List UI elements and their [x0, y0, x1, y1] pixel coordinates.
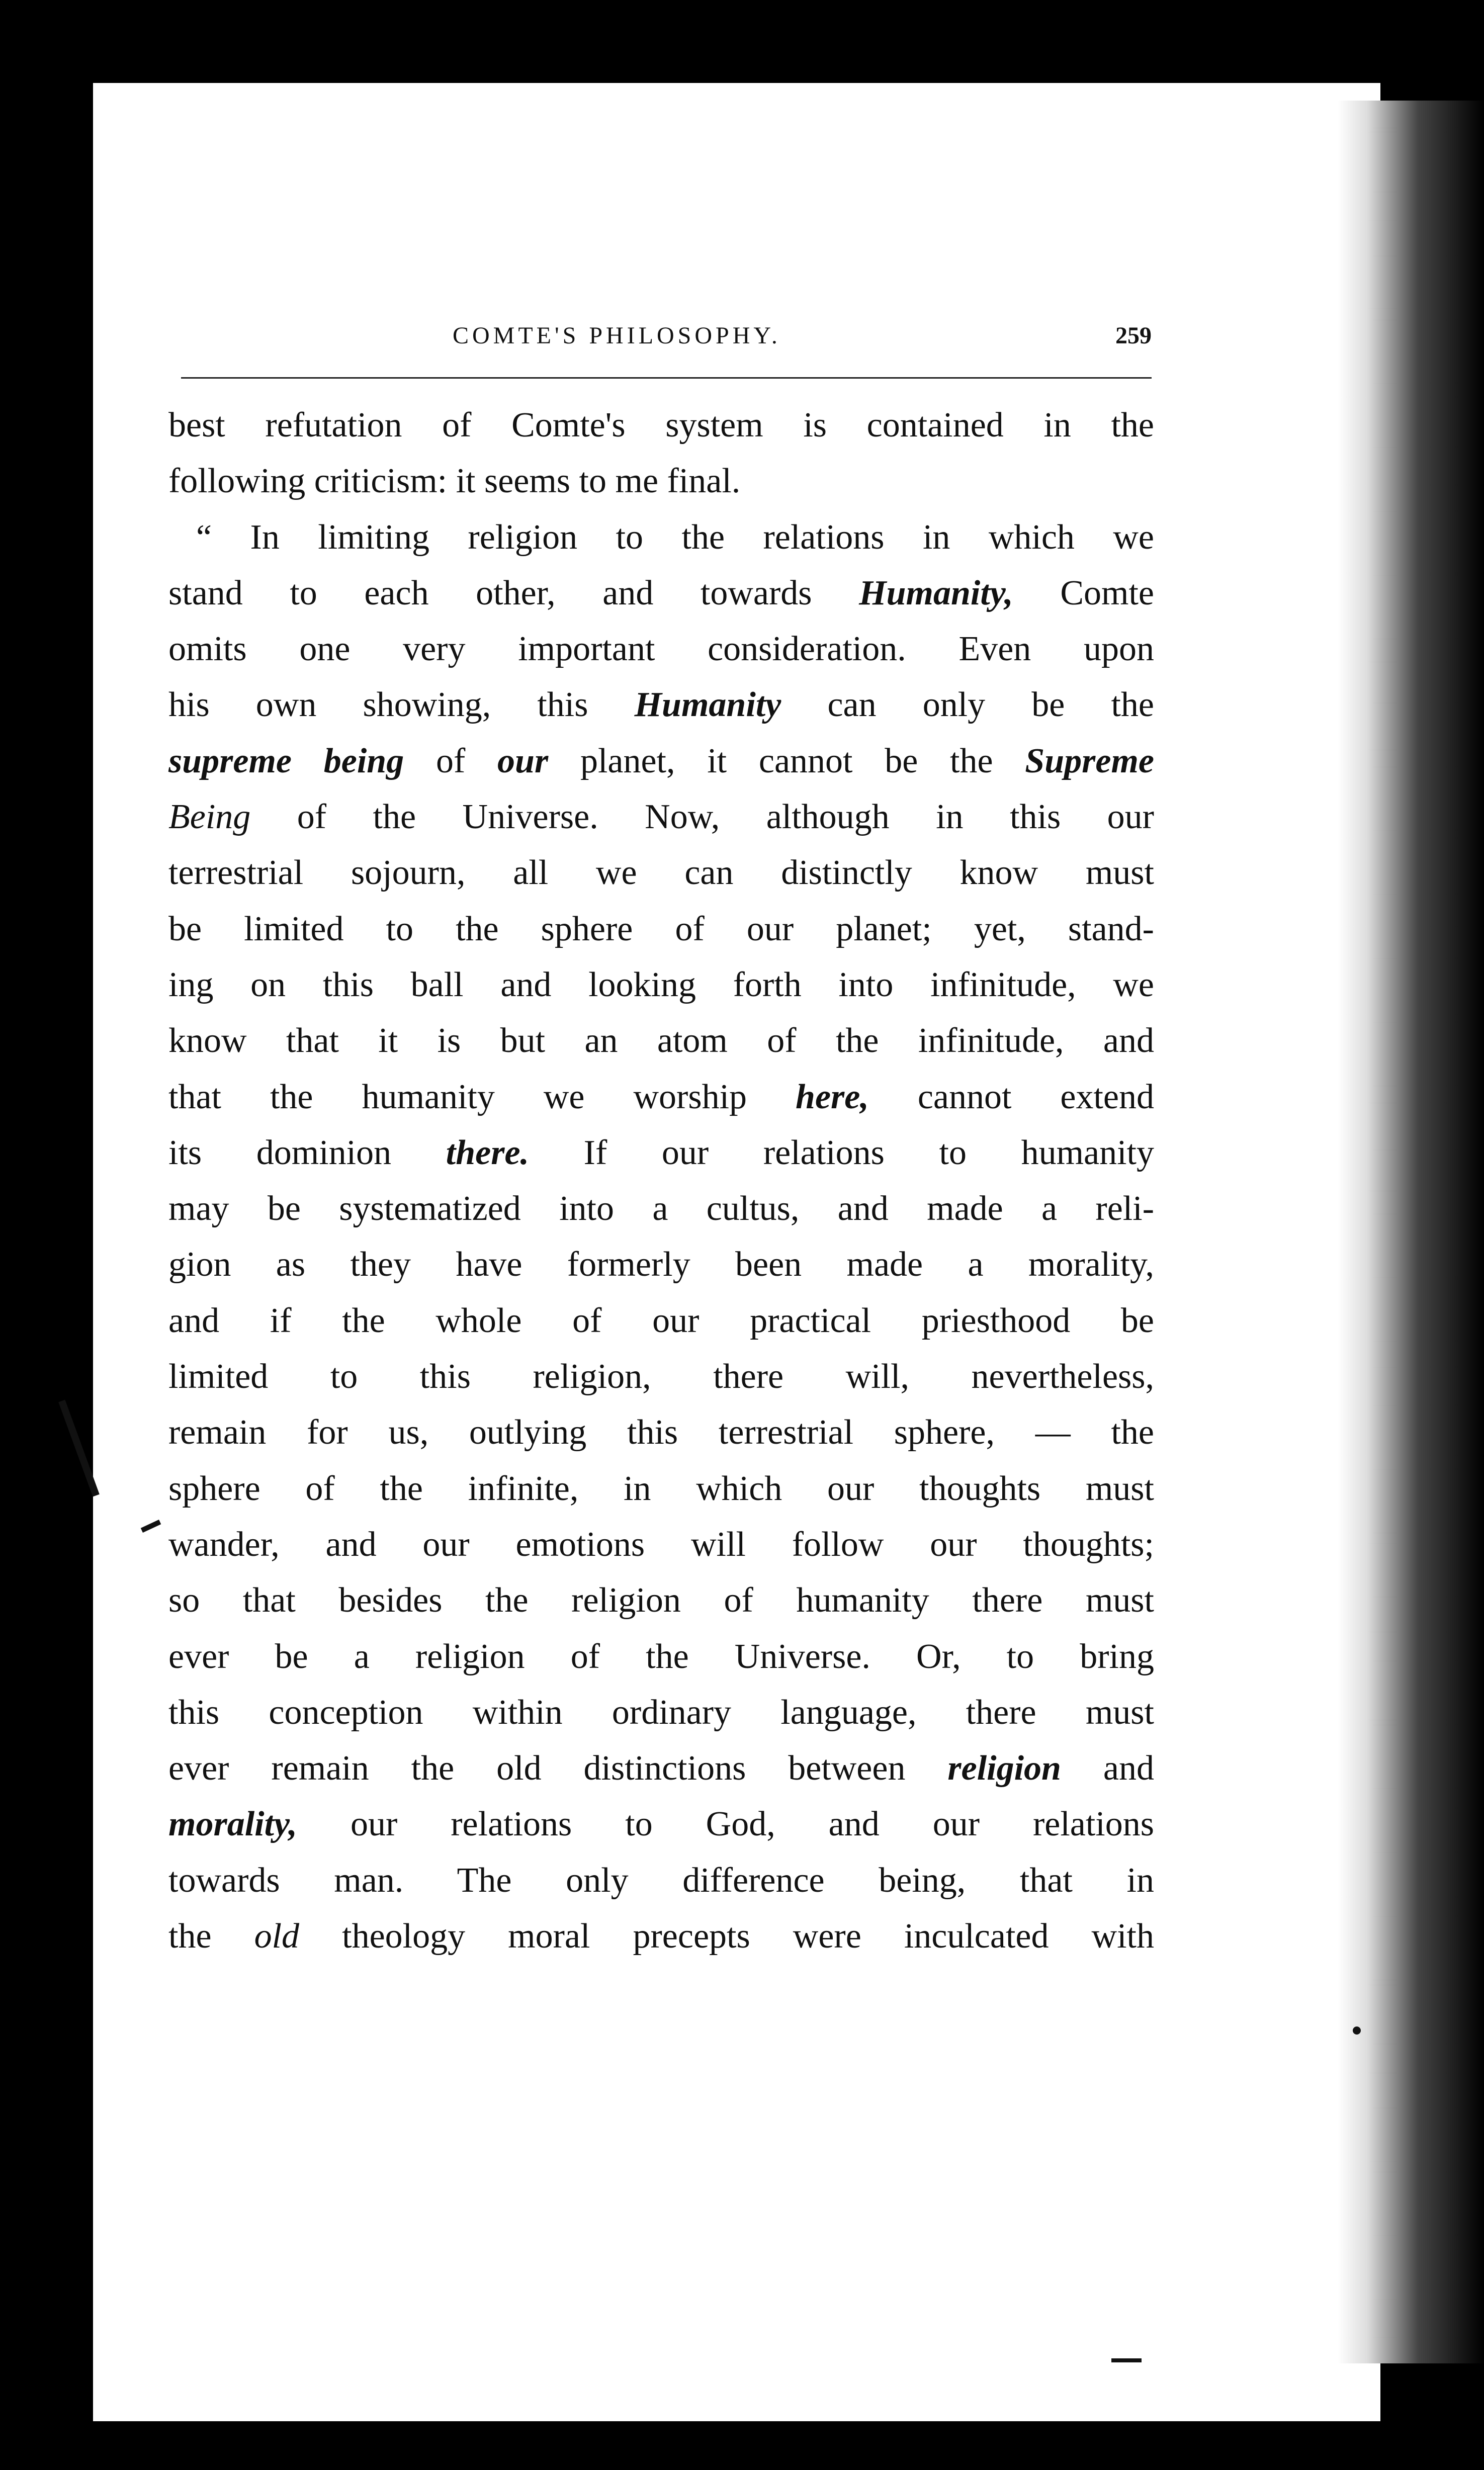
emphasis-text: Supreme: [1025, 741, 1154, 780]
text-line: [168, 1908, 1154, 1964]
text-line: [168, 789, 1154, 845]
line-text: his own showing, this: [168, 685, 635, 725]
text-line: [168, 1685, 1154, 1740]
line-text: limited to this religion, there will, nevertheless,: [168, 1357, 1154, 1396]
text-line: [168, 1629, 1154, 1685]
page-number: 259: [1115, 322, 1152, 349]
line-text: following criticism: it seems to me final.: [168, 462, 741, 501]
text-line: [168, 1796, 1154, 1852]
line-text: ing on this ball and looking forth into infinitude, we: [168, 965, 1154, 1004]
line-text: wander, and our emotions will follow our thoughts;: [168, 1525, 1154, 1564]
line-text: and: [1061, 1749, 1154, 1788]
line-text: cannot extend: [868, 1077, 1154, 1116]
scan-left-border: [0, 0, 93, 2470]
text-line: [168, 1237, 1154, 1292]
emphasis-text: religion: [947, 1749, 1061, 1788]
text-line: [168, 1852, 1154, 1908]
text-line: [168, 1349, 1154, 1404]
line-text: so that besides the religion of humanity there must: [168, 1581, 1154, 1620]
text-line: [168, 1125, 1154, 1181]
line-text: the: [168, 1917, 254, 1956]
emphasis-text: old: [254, 1917, 300, 1956]
line-text: gion as they have formerly been made a morality,: [168, 1245, 1154, 1284]
text-line: [168, 1740, 1154, 1796]
emphasis-text: morality,: [168, 1805, 298, 1844]
line-text: its dominion: [168, 1133, 446, 1172]
line-text: theology moral precepts were inculcated with: [299, 1917, 1154, 1956]
line-text: sphere of the infinite, in which our thoughts must: [168, 1469, 1154, 1508]
text-line: [168, 957, 1154, 1013]
text-line: [168, 453, 1154, 509]
page-header: [166, 322, 1152, 362]
line-text: best refutation of Comte's system is contained in the: [168, 406, 1154, 445]
line-text: of the Universe. Now, although in this our: [250, 798, 1154, 837]
text-line: [168, 1461, 1154, 1517]
running-head: COMTE'S PHILOSOPHY.: [453, 322, 781, 349]
line-text: ever be a religion of the Universe. Or, to bring: [168, 1637, 1154, 1676]
text-line: [168, 845, 1154, 901]
text-line: [168, 1181, 1154, 1237]
emphasis-text: here,: [796, 1077, 869, 1116]
text-line: [168, 565, 1154, 621]
line-text: ever remain the old distinctions between: [168, 1749, 948, 1788]
emphasis-text: Being: [168, 798, 251, 837]
header-rule: [181, 377, 1152, 379]
emphasis-text: Humanity: [634, 685, 781, 725]
margin-mark: [1111, 2358, 1142, 2362]
line-text: that the humanity we worship: [168, 1077, 796, 1116]
text-line: [168, 677, 1154, 733]
line-text: may be systematized into a cultus, and made a reli-: [168, 1189, 1154, 1228]
line-text: and if the whole of our practical priesthood be: [168, 1301, 1154, 1340]
text-line: [168, 621, 1154, 677]
emphasis-text: Humanity,: [859, 573, 1013, 612]
text-line: [168, 1013, 1154, 1069]
body-text: [168, 397, 1154, 1964]
spine-shadow: [1338, 101, 1484, 2363]
text-line: [168, 901, 1154, 957]
line-text: remain for us, outlying this terrestrial sphere, — the: [168, 1413, 1154, 1452]
line-text: this conception within ordinary language, there must: [168, 1693, 1154, 1732]
line-text: can only be the: [781, 685, 1154, 725]
text-line: [168, 397, 1154, 453]
line-text: of: [404, 741, 498, 780]
line-text: If our relations to humanity: [529, 1133, 1154, 1172]
line-text: be limited to the sphere of our planet; yet, stand-: [168, 909, 1154, 948]
text-line: [168, 1404, 1154, 1460]
emphasis-text: supreme being: [168, 741, 404, 780]
text-line: [168, 1517, 1154, 1572]
text-line: [168, 1069, 1154, 1125]
text-line: [168, 1572, 1154, 1628]
line-text: our relations to God, and our relations: [297, 1805, 1154, 1844]
line-text: towards man. The only difference being, that in: [168, 1861, 1154, 1900]
margin-mark: [1353, 2026, 1361, 2035]
text-line: [168, 733, 1154, 789]
line-text: omits one very important consideration. Even upon: [168, 630, 1154, 669]
line-text: terrestrial sojourn, all we can distinctly know must: [168, 853, 1154, 893]
line-text: “ In limiting religion to the relations in which we: [196, 517, 1154, 557]
emphasis-text: there.: [446, 1133, 530, 1172]
line-text: planet, it cannot be the: [548, 741, 1025, 780]
line-text: know that it is but an atom of the infinitude, and: [168, 1021, 1154, 1061]
line-text: Comte: [1013, 573, 1155, 612]
text-line: [168, 1293, 1154, 1349]
text-line: [168, 509, 1154, 565]
emphasis-text: our: [497, 741, 549, 780]
line-text: stand to each other, and towards: [168, 573, 859, 612]
